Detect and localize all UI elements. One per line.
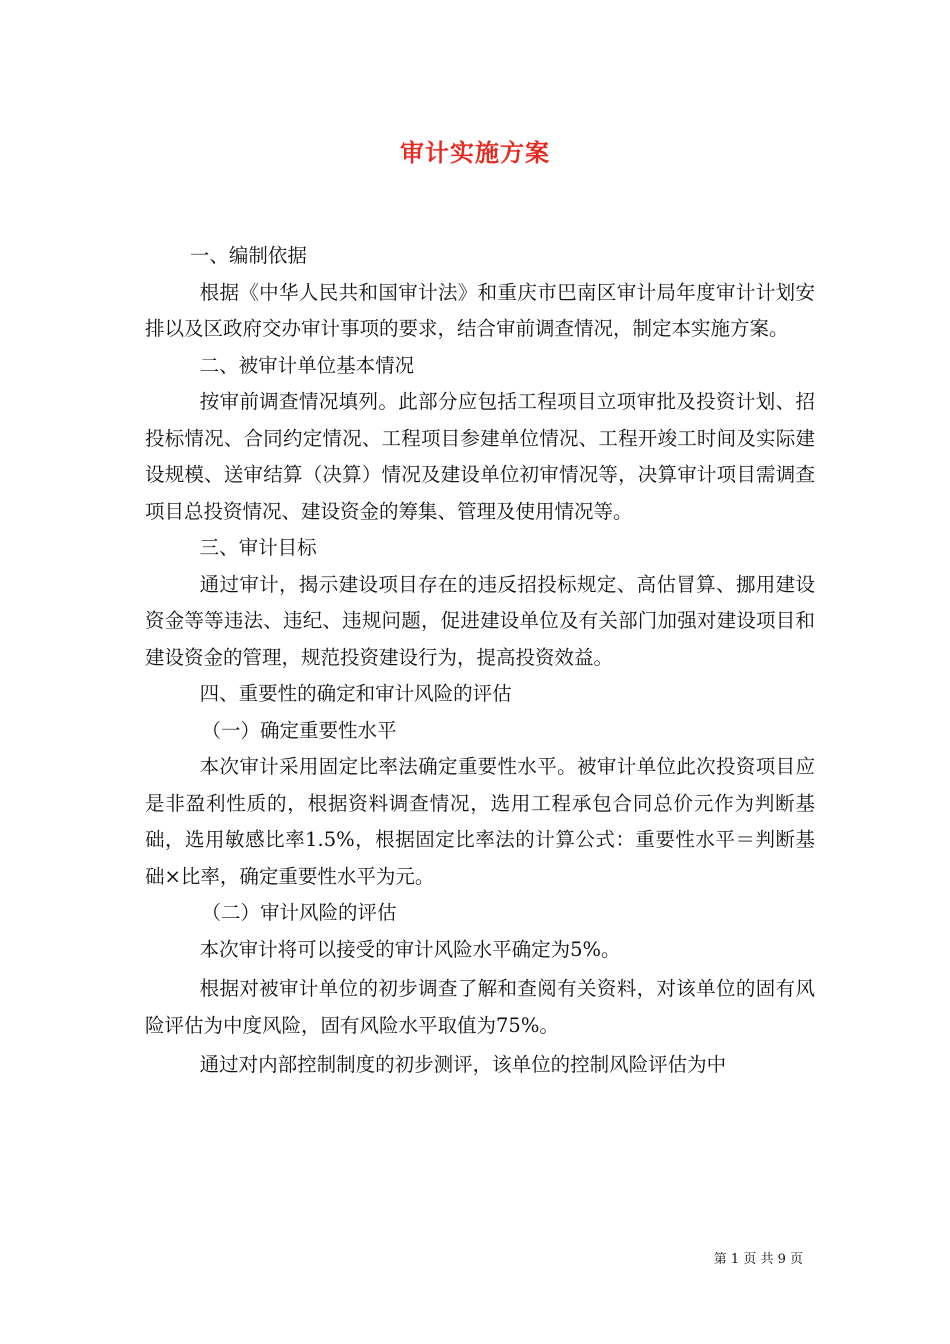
section-heading-audit-goal: 三、审计目标 <box>199 536 317 559</box>
subsection-heading-materiality: （一）确定重要性水平 <box>201 718 397 742</box>
paragraph-audit-goal: 通过审计，揭示建设项目存在的违反招投标规定、高估冒算、挪用建设资金等等违法、违纪、违规问题，促进建设单位及有关部门加强对建设项目和建设资金的管理，规范投资建设行为，提高投资效益。 <box>145 572 815 669</box>
section-heading-unit-info: 二、被审计单位基本情况 <box>199 353 415 377</box>
paragraph-risk-level: 本次审计将可以接受的审计风险水平确定为5%。 <box>199 937 621 961</box>
document-body <box>145 238 815 1084</box>
section-heading-materiality-risk: 四、重要性的确定和审计风险的评估 <box>199 682 512 705</box>
paragraph-materiality: 本次审计采用固定比率法确定重要性水平。被审计单位此次投资项目应是非盈利性质的，根据资料调查情况，选用工程承包合同总价元作为判断基础，选用敏感比率1.5%，根据固定比率法的计算公式：重要性水平＝判断基础×比率，确定重要性水平为元。 <box>145 755 815 888</box>
paragraph-basis: 根据《中华人民共和国审计法》和重庆市巴南区审计局年度审计计划安排以及区政府交办审计事项的要求，结合审前调查情况，制定本实施方案。 <box>145 280 815 340</box>
paragraph-control-risk: 通过对内部控制制度的初步测评，该单位的控制风险评估为中 <box>199 1053 727 1076</box>
subsection-heading-risk: （二）审计风险的评估 <box>201 901 397 924</box>
paragraph-unit-info: 按审前调查情况填列。此部分应包括工程项目立项审批及投资计划、招投标情况、合同约定情况、工程项目参建单位情况、工程开竣工时间及实际建设规模、送审结算（决算）情况及建设单位初审情况等，决算审计项目需调查项目总投资情况、建设资金的筹集、管理及使用情况等。 <box>145 390 815 523</box>
page-number: 第 1 页 共 9 页 <box>713 1252 803 1267</box>
document-title: 审计实施方案 <box>400 138 550 167</box>
paragraph-inherent-risk: 根据对被审计单位的初步调查了解和查阅有关资料，对该单位的固有风险评估为中度风险，固有风险水平取值为75%。 <box>145 977 815 1037</box>
section-heading-basis: 一、编制依据 <box>189 244 307 267</box>
